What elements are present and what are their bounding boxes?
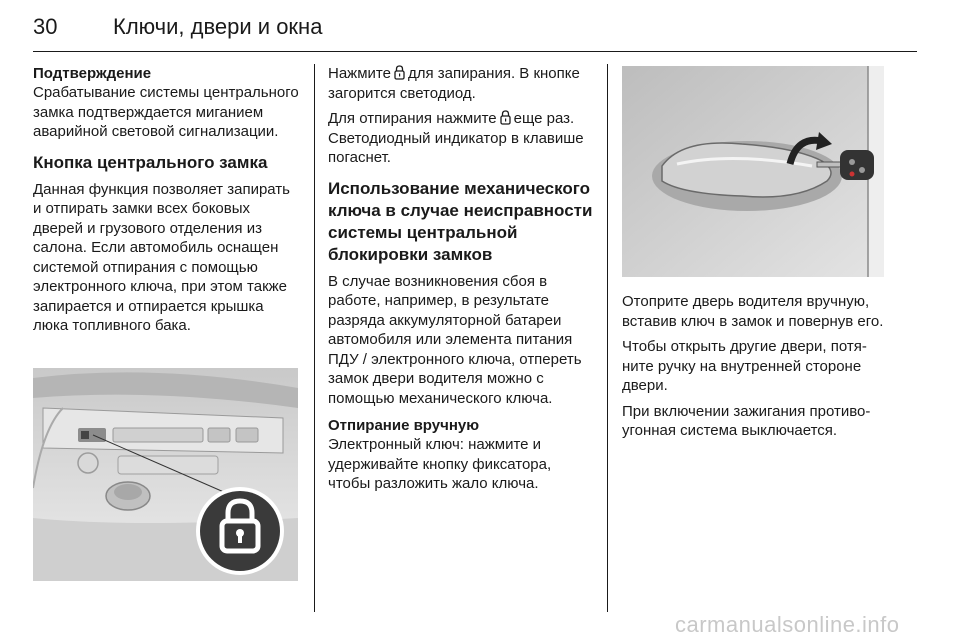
column-divider [314,64,315,612]
lock-icon [500,110,511,125]
lock-instruction [328,64,596,103]
watermark: carmanualsonline.info [675,612,900,637]
central-lock-button-heading: Кнопка центрального замка [33,152,268,172]
page-header [33,14,915,54]
lock-instruction-end: для запирания. В кнопке загорится светодиод. [328,65,580,102]
confirm-text: Срабатывание системы центрального замка подтверждается миганием аварийной световой сигнализации. [33,84,299,140]
chapter-title: Ключи, двери и окна [113,14,323,39]
mechanical-key-text: В случае возникновения сбоя в работе, например, в результате разряда аккумуляторной батареи автомобиля или элемента питания ПДУ / электронного ключа, отпереть замок двери водителя можно с помощью механического ключа. [328,272,582,407]
column-divider [607,64,608,612]
open-driver-door-text: Отоприте дверь водителя вручную, вставив ключ в замок и повернув его. [622,293,884,330]
manual-unlock-text: Электронный ключ: нажмите и удерживайте кнопку фиксатора, чтобы разложить жало ключа. [328,436,552,492]
open-other-doors-text: Чтобы открыть другие двери, потяните ручку на внутренней стороне двери. [622,338,867,394]
lock-icon [394,65,405,80]
dashboard-illustration [33,368,298,581]
antitheft-text: При включении зажигания противоугонная система выключается. [622,402,871,439]
dashboard-lock-button-figure [33,368,298,581]
confirm-heading: Подтверждение [33,65,152,82]
unlock-instruction [328,109,596,168]
door-handle-illustration [622,66,884,277]
column-3 [622,292,890,447]
unlock-instruction-end: еще раз. Светодиодный индикатор в клавише погаснет. [328,110,584,166]
manual-unlock-heading: Отпирание вручную [328,417,480,434]
column-1 [33,64,301,342]
mechanical-key-heading: Использование механического ключа в случае неисправности системы центральной блокировки замков [328,178,593,264]
column-2 [328,64,596,500]
lock-instruction-start: Нажмите [328,65,391,82]
door-handle-key-figure [622,66,884,277]
central-lock-button-text: Данная функция позволяет запирать и отпирать замки всех боковых дверей и грузового отделения из салона. Если автомобиль оснащен системой отпирания с помощью электронного ключа, при этом также запирается и отпирается крышка люка топливного бака. [33,180,290,334]
page-number: 30 [33,14,58,39]
header-rule [33,51,917,52]
unlock-instruction-start: Для отпирания нажмите [328,110,497,127]
